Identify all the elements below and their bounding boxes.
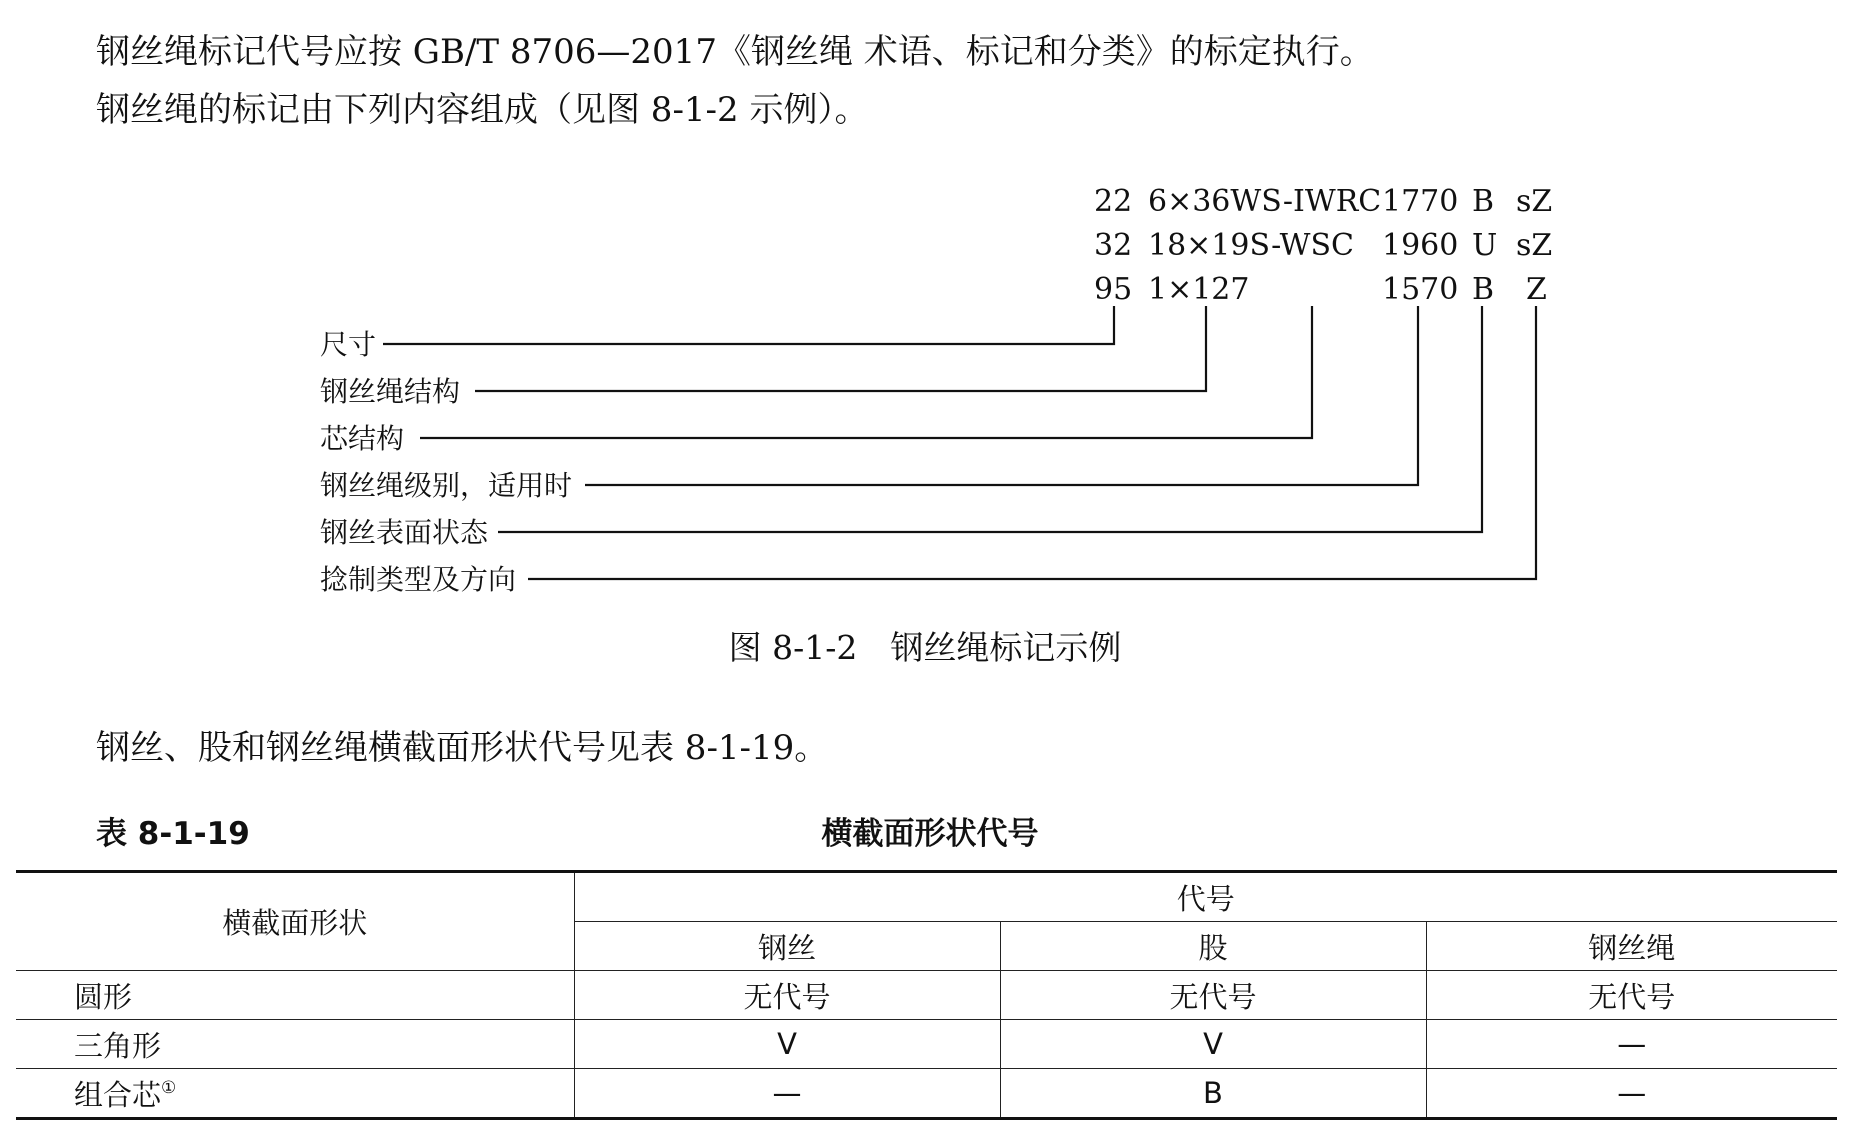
leader-line-size [383, 306, 1114, 344]
header-strand: 股 [1000, 922, 1426, 971]
cell-shape: 圆形 [16, 971, 574, 1020]
example-construction: 18×19S-WSC [1148, 228, 1354, 263]
cell-rope-code: — [1426, 1020, 1837, 1069]
example-grade: 1770 [1382, 184, 1459, 219]
example-row-2 [1094, 228, 1552, 263]
intro-line-1: 钢丝绳标记代号应按 GB/T 8706—2017《钢丝绳 术语、标记和分类》的标定执行。 [96, 32, 1374, 72]
example-size: 95 [1094, 272, 1133, 307]
label-core-construction: 芯结构 [320, 422, 405, 455]
table-row [16, 971, 1837, 1020]
table-header-row [16, 872, 1837, 922]
label-size: 尺寸 [320, 328, 377, 361]
cell-strand-code: V [1000, 1020, 1426, 1069]
example-lay: sZ [1516, 228, 1553, 263]
cell-shape: 三角形 [16, 1020, 574, 1069]
figure-caption: 图 8-1-2 钢丝绳标记示例 [728, 628, 1122, 667]
label-lay-type-direction: 捻制类型及方向 [320, 563, 517, 596]
header-code: 代号 [574, 872, 1837, 922]
leader-line-rope-grade [585, 306, 1418, 485]
cross-section-code-table [16, 870, 1837, 1120]
example-surface: B [1472, 184, 1495, 219]
cell-strand-code: 无代号 [1000, 971, 1426, 1020]
example-lay: sZ [1516, 184, 1553, 219]
leader-line-rope-construction [475, 306, 1206, 391]
table-reference-text: 钢丝、股和钢丝绳横截面形状代号见表 8-1-19。 [96, 728, 829, 768]
cell-wire-code: — [574, 1069, 1000, 1119]
cell-strand-code: B [1000, 1069, 1426, 1119]
table-title: 横截面形状代号 [821, 816, 1039, 852]
intro-line-2: 钢丝绳的标记由下列内容组成（见图 8-1-2 示例）。 [96, 90, 869, 130]
example-grade: 1570 [1382, 272, 1459, 307]
cell-wire-code: V [574, 1020, 1000, 1069]
header-shape: 横截面形状 [16, 872, 574, 971]
example-row-3 [1094, 272, 1547, 307]
footnote-marker: ① [161, 1077, 177, 1098]
header-rope: 钢丝绳 [1426, 922, 1837, 971]
example-lay: Z [1526, 272, 1547, 307]
table-number: 表 8-1-19 [96, 816, 250, 852]
leader-line-wire-surface [498, 306, 1482, 532]
example-grade: 1960 [1382, 228, 1459, 263]
example-size: 22 [1094, 184, 1133, 219]
label-rope-construction: 钢丝绳结构 [320, 375, 461, 408]
header-wire: 钢丝 [574, 922, 1000, 971]
example-size: 32 [1094, 228, 1133, 263]
example-surface: U [1472, 228, 1498, 263]
example-row-1 [1094, 184, 1552, 219]
table-row [16, 1020, 1837, 1069]
cell-wire-code: 无代号 [574, 971, 1000, 1020]
cell-rope-code: — [1426, 1069, 1837, 1119]
leader-line-lay-type [528, 306, 1536, 579]
example-construction: 6×36WS-IWRC [1148, 184, 1382, 219]
cell-shape: 组合芯① [16, 1069, 574, 1119]
table-row [16, 1069, 1837, 1119]
label-wire-surface: 钢丝表面状态 [320, 516, 489, 549]
leader-line-core-construction [420, 306, 1312, 438]
example-construction: 1×127 [1148, 272, 1250, 307]
example-surface: B [1472, 272, 1495, 307]
label-rope-grade: 钢丝绳级别，适用时 [320, 469, 573, 502]
cell-rope-code: 无代号 [1426, 971, 1837, 1020]
